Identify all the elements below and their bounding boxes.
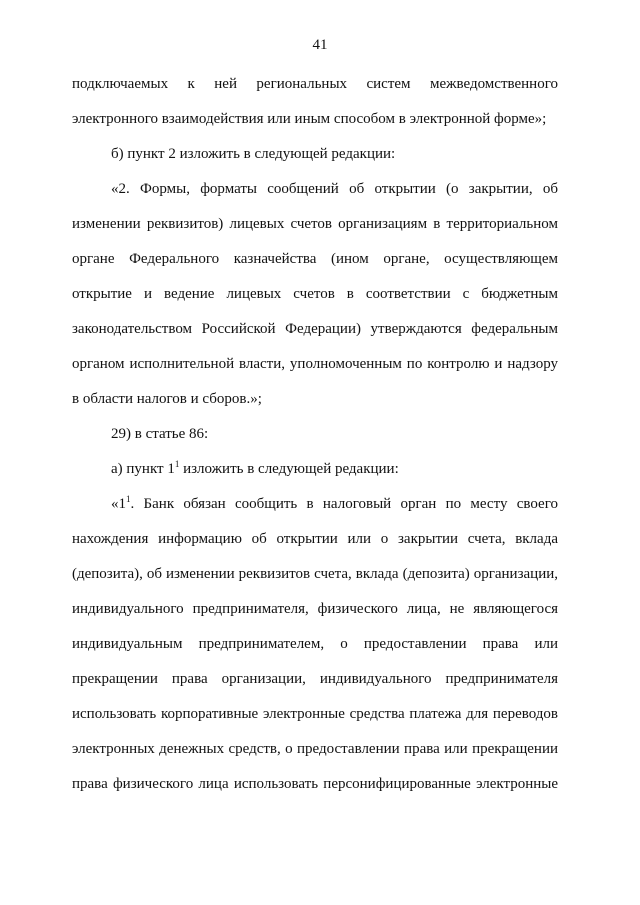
text-line: изменении реквизитов) лицевых счетов организациям в территориальном (72, 216, 558, 232)
text-fragment: «1 (111, 496, 126, 512)
text-line: индивидуального предпринимателя, физического лица, не являющегося (72, 601, 558, 617)
text-line (72, 487, 558, 522)
text-line: законодательством Российской Федерации) утверждаются федеральным (72, 321, 558, 337)
text-fragment: а) пункт 1 (111, 461, 175, 477)
superscript: 1 (174, 459, 180, 469)
text-line: открытие и ведение лицевых счетов в соответствии с бюджетным (72, 286, 558, 302)
text-line: (депозита), об изменении реквизитов счета, вклада (депозита) организации, (72, 566, 558, 582)
text-line: органе Федерального казначейства (ином органе, осуществляющем (72, 251, 558, 267)
text-fragment: . Банк обязан сообщить в налоговый орган по месту своего (130, 496, 558, 512)
text-line (72, 452, 558, 487)
text-line: права физического лица использовать персонифицированные электронные (72, 776, 558, 792)
superscript: 1 (126, 494, 131, 504)
text-line: нахождения информацию об открытии или о закрытии счета, вклада (72, 531, 558, 547)
text-line: б) пункт 2 изложить в следующей редакции: (111, 146, 396, 162)
text-line: электронных денежных средств, о предоставлении права или прекращении (72, 741, 558, 757)
text-line: органом исполнительной власти, уполномоченным по контролю и надзору (72, 356, 558, 372)
text-line: «2. Формы, форматы сообщений об открытии (о закрытии, об (111, 181, 558, 197)
page-number: 41 (312, 37, 328, 53)
text-line: использовать корпоративные электронные средства платежа для переводов (72, 706, 558, 722)
text-line: прекращении права организации, индивидуального предпринимателя (72, 671, 558, 687)
text-fragment: изложить в следующей редакции: (179, 461, 399, 477)
text-line: в области налогов и сборов.»; (72, 391, 262, 407)
text-line: индивидуальным предпринимателем, о предоставлении права или (72, 636, 558, 652)
text-line: электронного взаимодействия или иным способом в электронной форме»; (72, 111, 547, 127)
text-line: подключаемых к ней региональных систем межведомственного (72, 76, 558, 92)
text-line: 29) в статье 86: (111, 426, 209, 442)
document-body (72, 67, 558, 802)
